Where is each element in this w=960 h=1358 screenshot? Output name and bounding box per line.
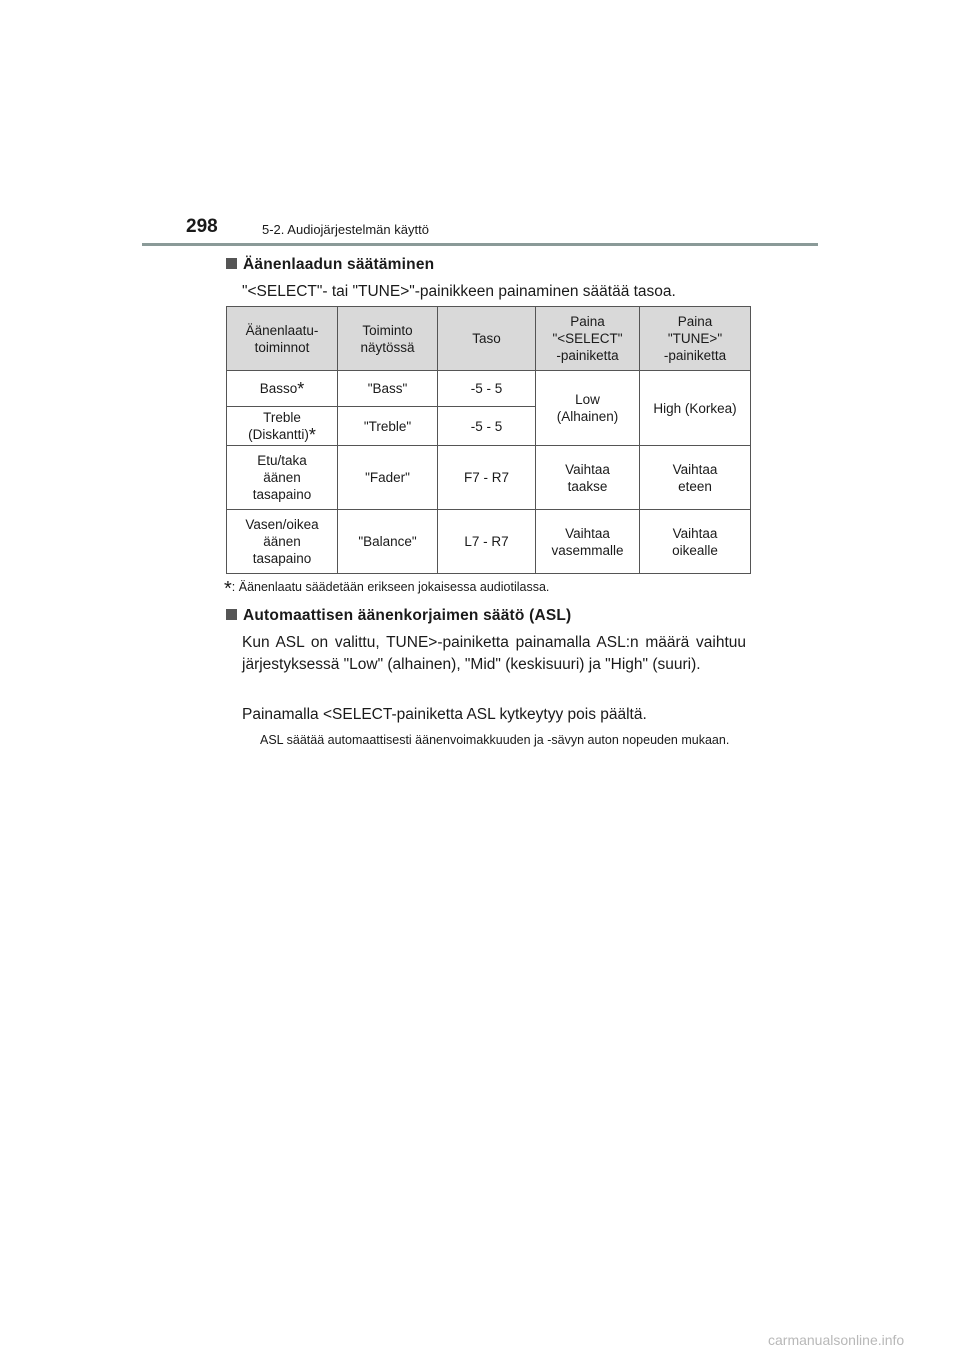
table-cell: Etu/taka äänen tasapaino [227,446,338,510]
table-cell: Vaihtaa vasemmalle [536,510,640,574]
footnote-asterisk: * [224,578,232,600]
sound-settings-table [226,306,751,574]
sound-quality-intro: "<SELECT"- tai "TUNE>"-painikkeen painaminen säätää tasoa. [242,283,676,300]
square-bullet-icon [226,258,237,269]
table-cell: Vaihtaa eteen [640,446,751,510]
table-cell-merged: High (Korkea) [640,371,751,446]
page-number: 298 [186,216,218,237]
column-header: Toiminto näytössä [338,307,438,371]
watermark: carmanualsonline.info [768,1332,905,1348]
asterisk-mark: * [297,379,305,399]
table-cell: F7 - R7 [438,446,536,510]
column-header: Paina "TUNE>" -painiketta [640,307,751,371]
column-header: Äänenlaatu- toiminnot [227,307,338,371]
table-header-row [227,307,751,371]
table-cell: Basso* [227,371,338,407]
sound-quality-heading [226,256,434,274]
header-divider [142,243,818,246]
column-header: Paina "<SELECT" -painiketta [536,307,640,371]
table-row [227,510,751,574]
table-cell: L7 - R7 [438,510,536,574]
sound-quality-heading-text: Äänenlaadun säätäminen [243,256,435,273]
table-footnote [224,578,549,601]
table-cell-merged: Low (Alhainen) [536,371,640,446]
asl-paragraph: Kun ASL on valittu, TUNE>-painiketta painamalla ASL:n määrä vaihtuu järjestyksessä "Low" (alhainen), "Mid" (keskisuuri) ja "High" (suuri). [242,634,746,673]
table-row [227,446,751,510]
table-cell: Vaihtaa taakse [536,446,640,510]
asterisk-mark: * [308,425,316,445]
table-cell: -5 - 5 [438,407,536,446]
table-cell: "Balance" [338,510,438,574]
table-cell: Vasen/oikea äänen tasapaino [227,510,338,574]
footnote-text: : Äänenlaatu säädetään erikseen jokaisessa audiotilassa. [231,580,550,594]
section-title: 5-2. Audiojärjestelmän käyttö [262,222,429,237]
table-cell: -5 - 5 [438,371,536,407]
table-row [227,371,751,407]
asl-off-paragraph: Painamalla <SELECT-painiketta ASL kytkeytyy pois päältä. [242,706,647,723]
asl-note: ASL säätää automaattisesti äänenvoimakkuuden ja -sävyn auton nopeuden mukaan. [260,733,730,747]
table-cell: "Treble" [338,407,438,446]
table-cell: Vaihtaa oikealle [640,510,751,574]
asl-heading-text: Automaattisen äänenkorjaimen säätö (ASL) [243,607,572,624]
column-header: Taso [438,307,536,371]
asl-heading [226,607,571,625]
table-cell: "Fader" [338,446,438,510]
table-cell: Treble (Diskantti)* [227,407,338,446]
table-cell: "Bass" [338,371,438,407]
square-bullet-icon [226,609,237,620]
